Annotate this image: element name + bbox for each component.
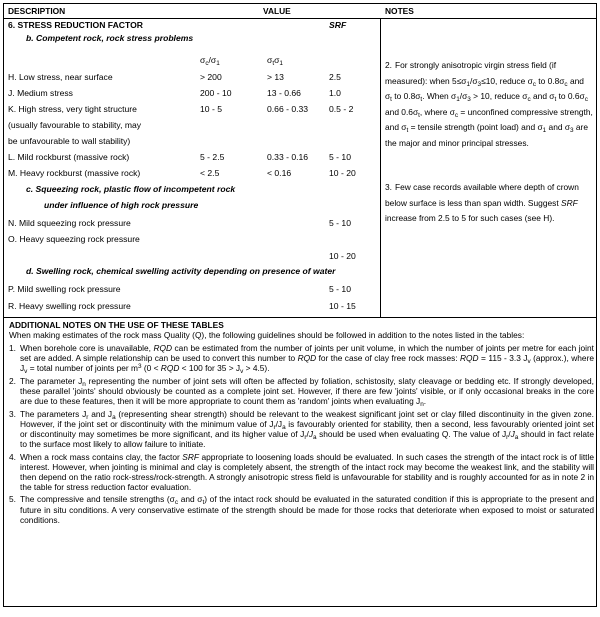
header-description: DESCRIPTION xyxy=(8,6,66,16)
row-value-k-2: 0.66 - 0.33 xyxy=(267,104,309,114)
row-label-k-note-1: (usually favourable to stability, may xyxy=(8,120,142,130)
table-header xyxy=(4,4,596,19)
row-value-j-2: 13 - 0.66 xyxy=(267,88,301,98)
column-sigma-c-sigma-1: $\sigma_c/\sigma_1$ xyxy=(200,55,220,67)
column-divider xyxy=(380,18,381,317)
srf-table xyxy=(3,3,597,607)
row-srf-r: 10 - 15 xyxy=(329,301,356,311)
row-srf-o: 10 - 20 xyxy=(329,251,356,261)
row-label-l: L. Mild rockburst (massive rock) xyxy=(8,152,130,162)
row-value-m-1: < 2.5 xyxy=(200,168,220,178)
row-value-m-2: < 0.16 xyxy=(267,168,292,178)
header-notes: NOTES xyxy=(385,6,414,16)
section-divider xyxy=(4,317,596,318)
column-sigma-t-sigma-1: $\sigma_t\sigma_1$ xyxy=(267,55,283,67)
row-value-h-1: > 200 xyxy=(200,72,222,82)
note-2: 2. For strongly anisotropic virgin stress field (if measured): when $5\le\sigma_1/\sigma_3\le 10$, reduce $\sigma_c$ to $0.8\sigma_c$ and $\sigma_t$ to $0.8\sigma_t$. When $\sigma_1/\sigma_3 > 10$, reduce $\sigma_c$ and $\sigma_t$ to $0.6\sigma_c$ and $0.6\sigma_t$, where $\sigma_c$ = unconfined compressive strength, and $\sigma_t$ = tensile strength (point load) and $\sigma_1$ and $\sigma_3$ are the major and minor principal stresses. xyxy=(385,60,593,148)
list-item: 4. When a rock mass contains clay, the factor SRF appropriate to loosening loads should be evaluated. In such cases the strength of the intact rock is of little interest. However, when jointing is minimal and clay is completely absent, the strength of the intact rock may become the weakest link, and the stability will then depend on the ratio rock-stress/rock-strength. A strongly anisotropic stress field is unfavourable for stability and is roughly accounted for as in note 2 in the table for stress reduction factor evaluation. xyxy=(9,451,594,492)
row-value-l-2: 0.33 - 0.16 xyxy=(267,152,309,162)
subsection-d-title: d. Swelling rock, chemical swelling activity depending on presence of water xyxy=(26,266,336,276)
additional-notes xyxy=(9,320,594,525)
row-value-j-1: 200 - 10 xyxy=(200,88,232,98)
row-label-k: K. High stress, very tight structure xyxy=(8,104,137,114)
row-srf-j: 1.0 xyxy=(329,88,341,98)
header-value: VALUE xyxy=(263,6,291,16)
row-label-k-note-2: be unfavourable to wall stability) xyxy=(8,136,131,146)
row-label-m: M. Heavy rockburst (massive rock) xyxy=(8,168,141,178)
note-3: 3. Few case records available where depth of crown below surface is less than span width. Suggest SRF increase from 2.5 to 5 for such cases (see H). xyxy=(385,182,579,224)
row-srf-n: 5 - 10 xyxy=(329,218,351,228)
row-label-o: O. Heavy squeezing rock pressure xyxy=(8,234,140,244)
subsection-b-title: b. Competent rock, rock stress problems xyxy=(26,33,194,43)
row-value-l-1: 5 - 2.5 xyxy=(200,152,225,162)
row-srf-h: 2.5 xyxy=(329,72,341,82)
list-item: 3. The parameters $J_r$ and $J_a$ (representing shear strength) should be relevant to the weakest significant joint set or clay filled discontinuity in the given zone. However, if the joint set or discontinuity with the minimum value of $J_r/J_a$ is favourably oriented for stability, then a second, less favourably oriented joint set or discontinuity may sometimes be more significant, and its higher value of $J_r/J_a$ should be used when evaluating Q. The value of $J_r/J_a$ should in fact relate to the surface most likely to allow failure to initiate. xyxy=(9,408,595,449)
srf-column-label: SRF xyxy=(329,20,347,30)
section-title: 6. STRESS REDUCTION FACTOR xyxy=(8,20,143,30)
row-srf-m: 10 - 20 xyxy=(329,168,356,178)
subsection-c-title-2: under influence of high rock pressure xyxy=(44,200,199,210)
row-value-h-2: > 13 xyxy=(267,72,284,82)
row-label-j: J. Medium stress xyxy=(8,88,73,98)
row-value-k-1: 10 - 5 xyxy=(200,104,222,114)
row-srf-l: 5 - 10 xyxy=(329,152,351,162)
row-label-n: N. Mild squeezing rock pressure xyxy=(8,218,131,228)
row-srf-k: 0.5 - 2 xyxy=(329,104,354,114)
additional-notes-list xyxy=(9,343,594,525)
row-label-r: R. Heavy swelling rock pressure xyxy=(8,301,131,311)
row-label-p: P. Mild swelling rock pressure xyxy=(8,284,121,294)
additional-notes-title: ADDITIONAL NOTES ON THE USE OF THESE TABLES xyxy=(9,320,224,330)
subsection-c-title-1: c. Squeezing rock, plastic flow of incompetent rock xyxy=(26,184,236,194)
list-item: 5. The compressive and tensile strengths ($\sigma_c$ and $\sigma_t$) of the intact rock should be evaluated in the saturated condition if this is appropriate to the present and future in situ conditions. A very conservative estimate of the strength should be made for those rocks that deteriorate when exposed to moist or saturated conditions. xyxy=(9,494,594,525)
additional-notes-intro: When making estimates of the rock mass Quality (Q), the following guidelines should be followed in addition to the notes listed in the tables: xyxy=(9,330,525,341)
row-label-h: H. Low stress, near surface xyxy=(8,72,113,82)
list-item: 2. The parameter $J_n$ representing the number of joint sets will often be affected by foliation, schistosity, slaty cleavage or bedding etc. If strongly developed, these parallel 'joints' should obviously be counted as a complete joint set. However, if there are few 'joints' visible, or if only occasional breaks in the core are due to these features, then it will be more appropriate to count them as 'random' joints when evaluating $J_n$. xyxy=(9,375,594,408)
list-item: 1. When borehole core is unavailable, RQD can be estimated from the number of joints per unit volume, in which the number of joints per metre for each joint set are added. A simple relationship can be used to convert this number to RQD for the case of clay free rock masses: RQD = 115 - 3.3 $J_v$ (approx.), where $J_v$ = total number of joints per $m^3$ (0 < RQD < 100 for $35 > J_v > 4.5$). xyxy=(9,342,594,375)
row-srf-p: 5 - 10 xyxy=(329,284,351,294)
